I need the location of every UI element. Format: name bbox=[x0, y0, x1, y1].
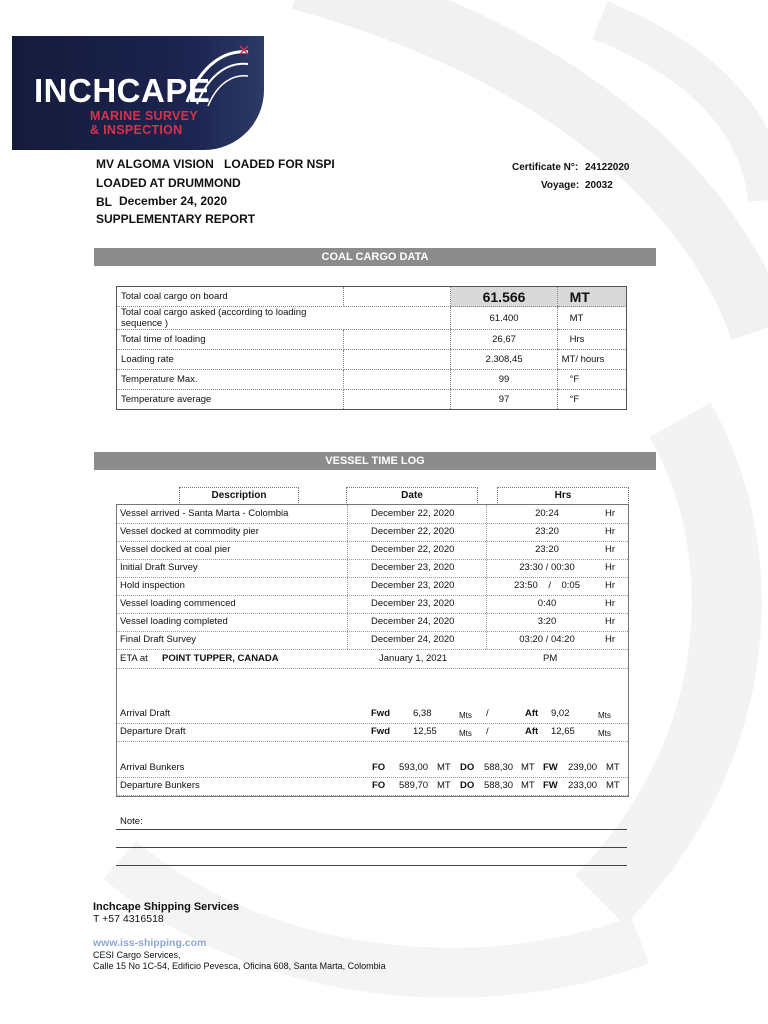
coal-row bbox=[117, 307, 627, 330]
bunker-label: Arrival Bunkers bbox=[120, 762, 185, 773]
fo-value: 589,70 bbox=[399, 780, 429, 791]
log-unit: Hr bbox=[605, 634, 616, 645]
log-row bbox=[117, 559, 628, 578]
bunker-row bbox=[117, 777, 628, 796]
aft-label: Aft bbox=[525, 708, 539, 719]
log-hrs: 23:20 bbox=[535, 526, 559, 537]
time-log-title: VESSEL TIME LOG bbox=[94, 452, 656, 470]
coal-unit: °F bbox=[557, 390, 626, 410]
logo-brand: INCHCAPE bbox=[34, 72, 211, 109]
log-unit: Hr bbox=[605, 580, 616, 591]
coal-section-title: COAL CARGO DATA bbox=[94, 248, 656, 266]
aft-unit: Mts bbox=[598, 729, 611, 738]
coal-label: Total coal cargo asked (according to loading sequence ) bbox=[117, 307, 344, 330]
coal-label: Total coal cargo on board bbox=[117, 287, 344, 307]
draft-label: Departure Draft bbox=[120, 726, 186, 737]
log-row bbox=[117, 613, 628, 632]
fwd-label: Fwd bbox=[371, 726, 390, 737]
footer-subsidiary: CESI Cargo Services, bbox=[93, 950, 181, 960]
log-unit: Hr bbox=[605, 526, 616, 537]
log-date: December 22, 2020 bbox=[371, 526, 455, 537]
log-date: December 24, 2020 bbox=[371, 634, 455, 645]
do-label: DO bbox=[460, 762, 475, 773]
note-line bbox=[116, 829, 627, 830]
draft-row bbox=[117, 723, 628, 742]
certificate-number: 24122020 bbox=[585, 162, 630, 173]
col-hrs-header: Hrs bbox=[497, 487, 629, 505]
certificate-label: Certificate N°: bbox=[512, 162, 579, 173]
voyage-label: Voyage: bbox=[541, 180, 580, 191]
eta-date: January 1, 2021 bbox=[379, 653, 448, 664]
log-row bbox=[117, 541, 628, 560]
log-row bbox=[117, 505, 628, 524]
fo-value: 593,00 bbox=[399, 762, 429, 773]
loaded-for: LOADED FOR NSPI bbox=[224, 157, 335, 171]
fw-label: FW bbox=[543, 762, 558, 773]
coal-row bbox=[117, 370, 627, 390]
log-desc: Vessel loading completed bbox=[120, 616, 228, 627]
fw-label: FW bbox=[543, 780, 558, 791]
log-hrs: 3:20 bbox=[537, 616, 557, 627]
coal-unit: MT/ hours bbox=[557, 350, 626, 370]
coal-unit: Hrs bbox=[557, 330, 626, 350]
coal-label: Loading rate bbox=[117, 350, 344, 370]
fwd-value: 12,55 bbox=[413, 726, 437, 737]
log-unit: Hr bbox=[605, 598, 616, 609]
log-date: December 22, 2020 bbox=[371, 508, 455, 519]
coal-row bbox=[117, 330, 627, 350]
coal-value: 97 bbox=[451, 390, 557, 410]
log-hrs: 20:24 bbox=[535, 508, 559, 519]
draft-label: Arrival Draft bbox=[120, 708, 171, 719]
time-log-table bbox=[116, 504, 629, 797]
log-desc: Vessel loading commenced bbox=[120, 598, 236, 609]
aft-value: 12,65 bbox=[551, 726, 575, 737]
log-hrs: 23:20 bbox=[535, 544, 559, 555]
note-label: Note: bbox=[120, 816, 143, 827]
coal-unit: MT bbox=[557, 287, 626, 307]
aft-unit: Mts bbox=[598, 711, 611, 720]
log-unit: Hr bbox=[605, 544, 616, 555]
log-desc: Vessel docked at commodity pier bbox=[120, 526, 259, 537]
log-hrs: 03:20 / 04:20 bbox=[519, 634, 575, 645]
coal-value: 61.400 bbox=[451, 307, 557, 330]
log-date: December 22, 2020 bbox=[371, 544, 455, 555]
note-line bbox=[116, 865, 627, 866]
log-row bbox=[117, 577, 628, 596]
bunker-row bbox=[117, 759, 628, 778]
fwd-value: 6,38 bbox=[413, 708, 432, 719]
log-unit: Hr bbox=[605, 508, 616, 519]
coal-row bbox=[117, 390, 627, 410]
footer-phone: T +57 4316518 bbox=[93, 913, 164, 925]
loaded-at: LOADED AT DRUMMOND bbox=[96, 176, 241, 190]
aft-label: Aft bbox=[525, 726, 539, 737]
coal-value: 99 bbox=[451, 370, 557, 390]
log-row bbox=[117, 631, 628, 650]
fo-label: FO bbox=[372, 762, 386, 773]
log-row bbox=[117, 523, 628, 542]
log-desc: Vessel arrived - Santa Marta - Colombia bbox=[120, 508, 289, 519]
note-line bbox=[116, 847, 627, 848]
fo-unit: MT bbox=[437, 780, 451, 791]
logo-subtitle-1: MARINE SURVEY bbox=[90, 109, 198, 123]
col-description-header: Description bbox=[179, 487, 299, 505]
eta-time: PM bbox=[543, 653, 558, 664]
bunker-label: Departure Bunkers bbox=[120, 780, 200, 791]
bl-label: BL bbox=[96, 195, 112, 209]
coal-unit: MT bbox=[557, 307, 626, 330]
fw-unit: MT bbox=[606, 780, 620, 791]
log-desc: Hold inspection bbox=[120, 580, 185, 591]
draft-row bbox=[117, 705, 628, 724]
log-hrs: 23:50 / 0:05 bbox=[513, 580, 581, 591]
logo-subtitle-2: & INSPECTION bbox=[90, 123, 183, 137]
log-hrs: 23:30 / 00:30 bbox=[519, 562, 575, 573]
do-unit: MT bbox=[521, 762, 535, 773]
fwd-unit: Mts bbox=[459, 711, 472, 720]
coal-value: 2.308,45 bbox=[451, 350, 557, 370]
fwd-label: Fwd bbox=[371, 708, 390, 719]
footer-website-link[interactable]: www.iss-shipping.com bbox=[93, 937, 207, 949]
log-date: December 24, 2020 bbox=[371, 616, 455, 627]
log-desc: Final Draft Survey bbox=[120, 634, 197, 645]
aft-value: 9,02 bbox=[551, 708, 570, 719]
log-unit: Hr bbox=[605, 562, 616, 573]
eta-row bbox=[117, 650, 628, 669]
company-logo bbox=[12, 36, 264, 150]
do-unit: MT bbox=[521, 780, 535, 791]
coal-label: Temperature average bbox=[117, 390, 344, 410]
do-value: 588,30 bbox=[484, 780, 514, 791]
coal-label: Total time of loading bbox=[117, 330, 344, 350]
log-desc: Initial Draft Survey bbox=[120, 562, 198, 573]
eta-place: POINT TUPPER, CANADA bbox=[162, 653, 279, 664]
eta-label: ETA at bbox=[120, 653, 148, 664]
footer-company: Inchcape Shipping Services bbox=[93, 901, 240, 913]
fw-value: 239,00 bbox=[568, 762, 598, 773]
report-type: SUPPLEMENTARY REPORT bbox=[96, 212, 256, 226]
coal-value: 26,67 bbox=[451, 330, 557, 350]
draft-separator: / bbox=[486, 708, 489, 719]
bl-date: December 24, 2020 bbox=[119, 194, 228, 208]
fw-value: 233,00 bbox=[568, 780, 598, 791]
draft-separator: / bbox=[486, 726, 489, 737]
fw-unit: MT bbox=[606, 762, 620, 773]
do-label: DO bbox=[460, 780, 475, 791]
coal-row bbox=[117, 350, 627, 370]
coal-label: Temperature Max. bbox=[117, 370, 344, 390]
coal-unit: °F bbox=[557, 370, 626, 390]
log-date: December 23, 2020 bbox=[371, 598, 455, 609]
coal-data-table bbox=[116, 286, 627, 410]
fo-unit: MT bbox=[437, 762, 451, 773]
vessel-name: MV ALGOMA VISION bbox=[96, 157, 214, 171]
fwd-unit: Mts bbox=[459, 729, 472, 738]
log-unit: Hr bbox=[605, 616, 616, 627]
log-desc: Vessel docked at coal pier bbox=[120, 544, 231, 555]
coal-row bbox=[117, 287, 627, 307]
log-hrs: 0:40 bbox=[537, 598, 557, 609]
col-date-header: Date bbox=[346, 487, 478, 505]
do-value: 588,30 bbox=[484, 762, 514, 773]
voyage-number: 20032 bbox=[585, 180, 613, 191]
coal-value: 61.566 bbox=[451, 287, 557, 307]
log-date: December 23, 2020 bbox=[371, 562, 455, 573]
log-row bbox=[117, 595, 628, 614]
fo-label: FO bbox=[372, 780, 386, 791]
footer-address: Calle 15 No 1C-54, Edificio Pevesca, Oficina 608, Santa Marta, Colombia bbox=[93, 961, 386, 971]
log-date: December 23, 2020 bbox=[371, 580, 455, 591]
